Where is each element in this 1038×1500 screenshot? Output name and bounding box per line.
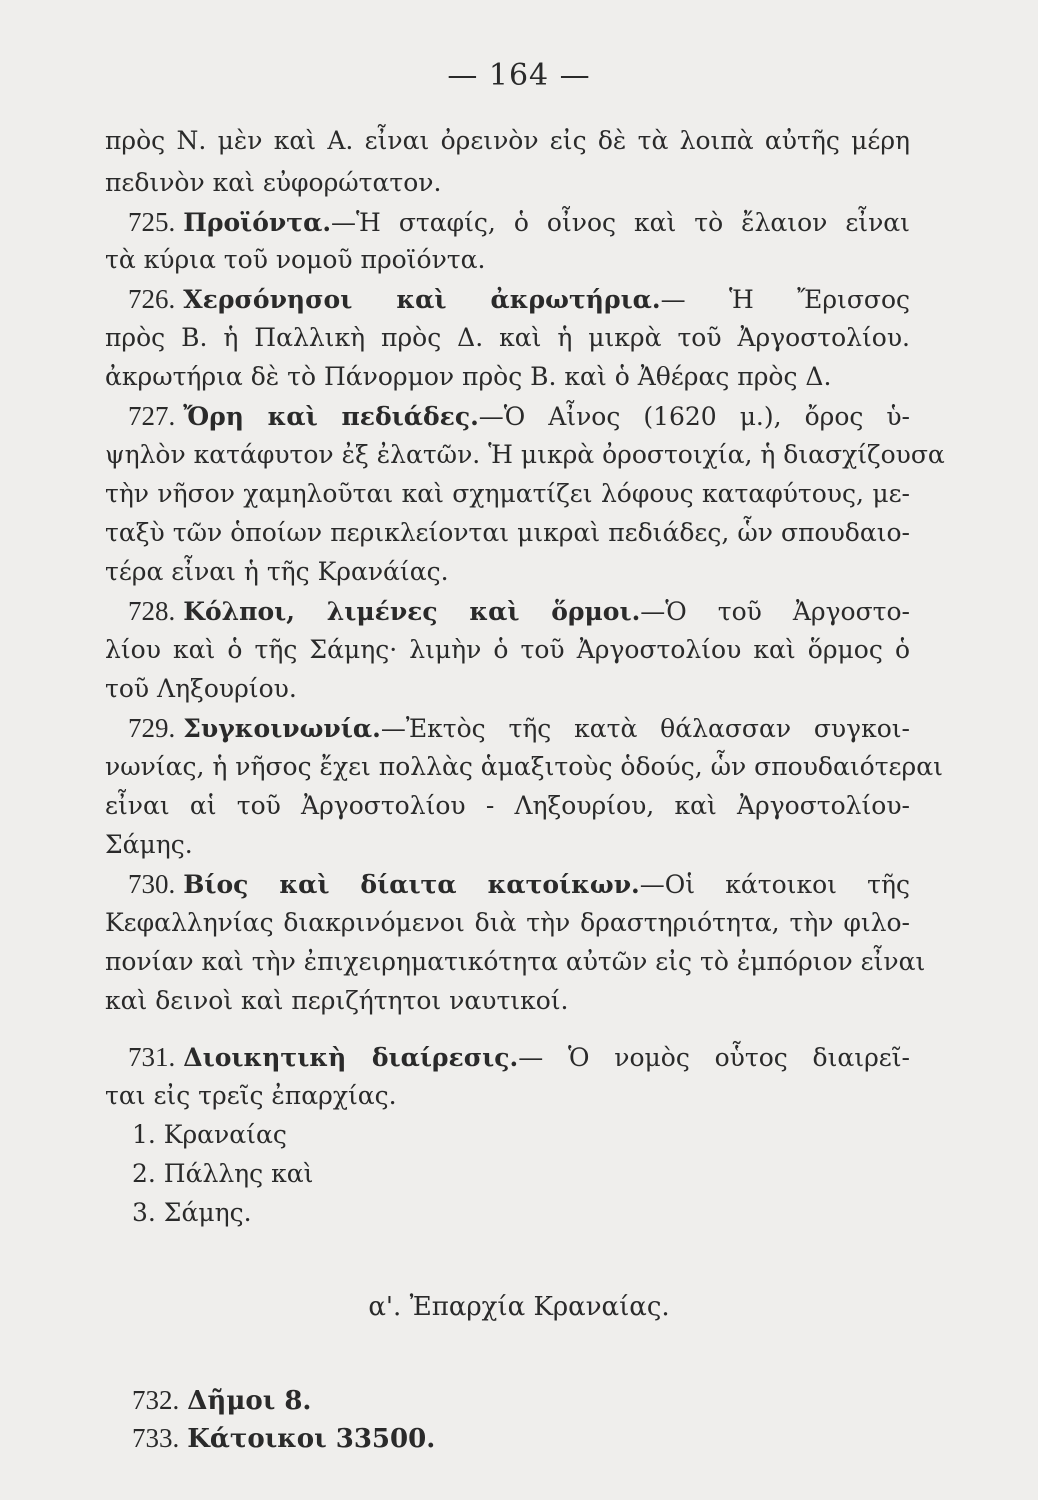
paragraph-726: 726. Χερσόνησοι καὶ ἀκρωτήρια.— Ἡ Ἔρισσος (128, 284, 911, 314)
list-item: 3. Σάμης. (132, 1198, 252, 1227)
text-line: πονίαν καὶ τὴν ἐπιχειρηματικότητα αὐτῶν εἰς τὸ ἐμπόριον εἶναι (105, 947, 926, 976)
paragraph-725: 725. Προϊόντα.—Ἡ σταφίς, ὁ οἶνος καὶ τὸ ἔλαιον εἶναι (128, 207, 910, 237)
paragraph-number: 730. (128, 869, 176, 899)
text-line: πρὸς Ν. μὲν καὶ Α. εἶναι ὀρεινὸν εἰς δὲ τὰ λοιπὰ αὐτῆς μέρη (105, 126, 910, 155)
text-line: τοῦ Ληξουρίου. (105, 674, 297, 703)
paragraph-number: 728. (128, 596, 176, 626)
section-heading: Διοικητικὴ διαίρεσις. (183, 1043, 519, 1072)
section-heading: Βίος καὶ δίαιτα κατοίκων. (183, 870, 640, 899)
stat-line-733 (132, 1423, 435, 1454)
text-line: νωνίας, ἡ νῆσος ἔχει πολλὰς ἁμαξιτοὺς ὁδούς, ὧν σπουδαιότεραι (105, 752, 943, 781)
stat-text: Κάτοικοι 33500. (187, 1424, 436, 1454)
list-item: 2. Πάλλης καὶ (132, 1159, 314, 1188)
paragraph-number: 732. (132, 1385, 180, 1415)
text-line: ἀκρωτήρια δὲ τὸ Πάνορμον πρὸς Β. καὶ ὁ Ἀθέρας πρὸς Δ. (105, 362, 832, 391)
text-line: ταξὺ τῶν ὁποίων περικλείονται μικραὶ πεδιάδες, ὧν σπουδαιο- (105, 518, 910, 547)
text-line: λίου καὶ ὁ τῆς Σάμης· λιμὴν ὁ τοῦ Ἀργοστολίου καὶ ὅρμος ὁ (105, 635, 910, 664)
paragraph-number: 727. (128, 401, 176, 431)
paragraph-number: 733. (132, 1423, 180, 1453)
text-line: ψηλὸν κατάφυτον ἐξ ἐλατῶν. Ἡ μικρὰ ὀροστοιχία, ἡ διασχίζουσα (105, 440, 945, 469)
text-line: ται εἰς τρεῖς ἐπαρχίας. (105, 1081, 397, 1110)
text-line: καὶ δεινοὶ καὶ περιζήτητοι ναυτικοί. (105, 986, 569, 1015)
text-line: τὰ κύρια τοῦ νομοῦ προϊόντα. (105, 245, 486, 274)
paragraph-729: 729. Συγκοινωνία.—Ἐκτὸς τῆς κατὰ θάλασσαν συγκοι- (128, 713, 910, 743)
text-line: εἶναι αἱ τοῦ Ἀργοστολίου - Ληξουρίου, καὶ Ἀργοστολίου- (105, 791, 910, 820)
subheading: α'. Ἐπαρχία Κραναίας. (368, 1292, 670, 1322)
text-line: τέρα εἶναι ἡ τῆς Κρανάίας. (105, 557, 449, 586)
paragraph-728: 728. Κόλποι, λιμένες καὶ ὅρμοι.—Ὁ τοῦ Ἀργοστο- (128, 596, 910, 626)
section-heading: Χερσόνησοι καὶ ἀκρωτήρια. (183, 285, 661, 314)
text-line: πρὸς Β. ἡ Παλλικὴ πρὸς Δ. καὶ ἡ μικρὰ τοῦ Ἀργοστολίου. (105, 323, 910, 352)
text-line: τὴν νῆσον χαμηλοῦται καὶ σχηματίζει λόφους καταφύτους, με- (105, 479, 910, 508)
text-line: Σάμης. (105, 830, 193, 859)
section-heading: Προϊόντα. (183, 208, 332, 237)
section-heading: Ὄρη καὶ πεδιάδες. (183, 402, 479, 431)
section-heading: Κόλποι, λιμένες καὶ ὅρμοι. (183, 597, 641, 626)
page-number: — 164 — (447, 58, 591, 93)
paragraph-730: 730. Βίος καὶ δίαιτα κατοίκων.—Οἱ κάτοικοι τῆς (128, 869, 910, 899)
text-line: Κεφαλληνίας διακρινόμενοι διὰ τὴν δραστηριότητα, τὴν φιλο- (105, 908, 910, 937)
list-item: 1. Κραναίας (132, 1120, 287, 1149)
paragraph-number: 729. (128, 713, 176, 743)
paragraph-number: 726. (128, 284, 176, 314)
stat-text: Δῆμοι 8. (187, 1386, 312, 1416)
stat-line-732 (132, 1385, 311, 1416)
paragraph-number: 725. (128, 207, 176, 237)
paragraph-number: 731. (128, 1042, 176, 1072)
section-heading: Συγκοινωνία. (183, 714, 381, 743)
paragraph-727: 727. Ὄρη καὶ πεδιάδες.—Ὁ Αἶνος (1620 μ.), ὄρος ὑ- (128, 401, 910, 431)
text-line: πεδινὸν καὶ εὐφορώτατον. (105, 168, 442, 197)
paragraph-731: 731. Διοικητικὴ διαίρεσις.— Ὁ νομὸς οὗτος διαιρεῖ- (128, 1042, 910, 1072)
